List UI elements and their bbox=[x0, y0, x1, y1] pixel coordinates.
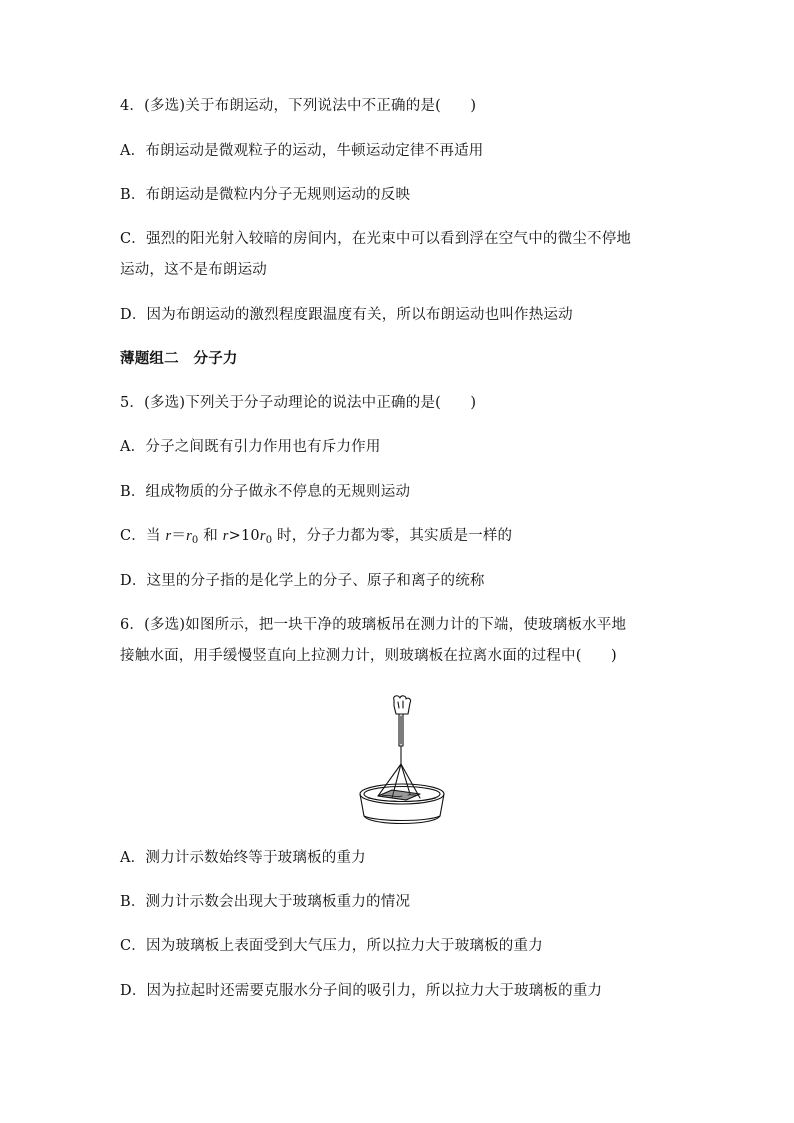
q6-option-d: D．因为拉起时还需要克服水分子间的吸引力，所以拉力大于玻璃板的重力 bbox=[120, 983, 603, 999]
q6-option-c: C．因为玻璃板上表面受到大气压力，所以拉力大于玻璃板的重力 bbox=[120, 938, 543, 954]
q5-option-b: B．组成物质的分子做永不停息的无规则运动 bbox=[120, 484, 411, 500]
q5-option-a: A．分子之间既有引力作用也有斥力作用 bbox=[120, 439, 381, 455]
spring-scale-water-figure bbox=[356, 694, 448, 828]
math-subscript: 0 bbox=[265, 535, 273, 546]
q4-option-c-line1: C．强烈的阳光射入较暗的房间内，在光束中可以看到浮在空气中的微尘不停地 bbox=[120, 231, 632, 247]
q4-option-a: A．布朗运动是微观粒子的运动，牛顿运动定律不再适用 bbox=[120, 143, 484, 159]
q6-stem-line1: 6．(多选)如图所示，把一块干净的玻璃板吊在测力计的下端，使玻璃板水平地 bbox=[120, 617, 627, 633]
q6-option-a: A．测力计示数始终等于玻璃板的重力 bbox=[120, 850, 366, 866]
math-r: r bbox=[165, 528, 172, 544]
math-r0: r bbox=[259, 528, 266, 544]
math-gt: >10 bbox=[228, 528, 260, 544]
q6-stem-line2: 接触水面，用手缓慢竖直向上拉测力计，则玻璃板在拉离水面的过程中( ) bbox=[120, 648, 617, 664]
q5-c-prefix: C．当 bbox=[120, 528, 166, 544]
spring-scale-icon bbox=[399, 714, 403, 764]
math-r0: r bbox=[186, 528, 192, 544]
q4-option-d: D．因为布朗运动的激烈程度跟温度有关，所以布朗运动也叫作热运动 bbox=[120, 307, 573, 323]
math-r: r bbox=[222, 528, 229, 544]
hand-icon bbox=[394, 696, 411, 714]
q6-option-b: B．测力计示数会出现大于玻璃板重力的情况 bbox=[120, 894, 411, 910]
q4-stem: 4．(多选)关于布朗运动，下列说法中不正确的是( ) bbox=[120, 98, 477, 114]
string-line bbox=[401, 764, 410, 794]
q4-option-c-line2: 运动，这不是布朗运动 bbox=[120, 262, 267, 278]
math-equals: ＝ bbox=[171, 528, 187, 544]
q4-option-b: B．布朗运动是微粒内分子无规则运动的反映 bbox=[120, 187, 411, 203]
basin-icon bbox=[360, 784, 444, 824]
q5-stem: 5．(多选)下列关于分子动理论的说法中正确的是( ) bbox=[120, 395, 477, 411]
q5-c-suffix: 时，分子力都为零，其实质是一样的 bbox=[272, 528, 513, 544]
q5-option-d: D．这里的分子指的是化学上的分子、原子和离子的统称 bbox=[120, 573, 485, 589]
q5-c-and: 和 bbox=[198, 528, 223, 544]
section-heading: 薄题组二 分子力 bbox=[120, 350, 238, 367]
glass-plate-icon bbox=[378, 790, 420, 800]
math-subscript: 0 bbox=[191, 535, 199, 546]
q5-option-c bbox=[120, 526, 512, 551]
